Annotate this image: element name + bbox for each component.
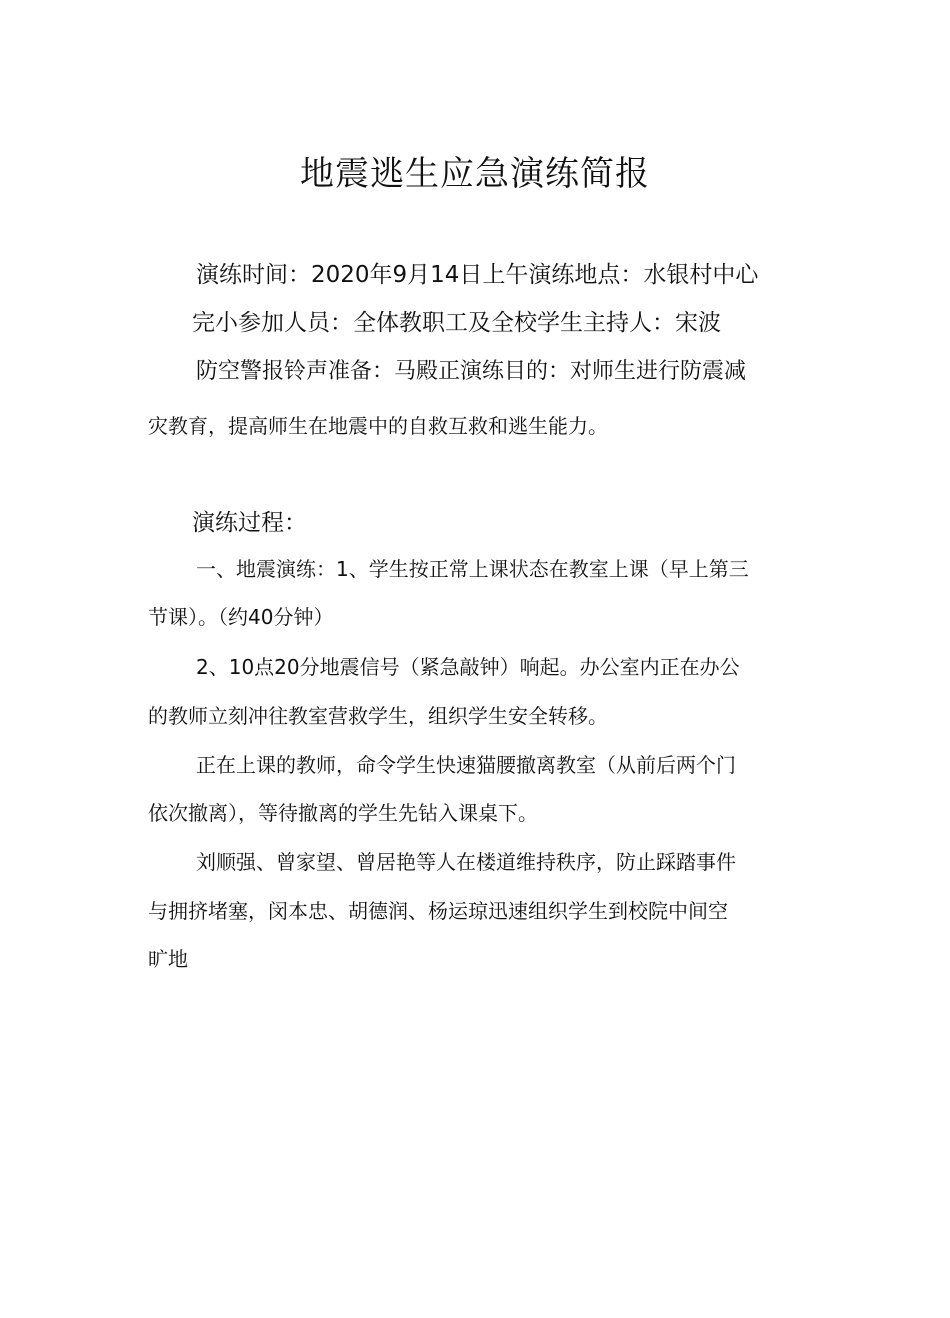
info-line: 演练时间：2020年9月14日上午演练地点：水银村中心: [196, 262, 759, 288]
document-title: 地震逃生应急演练简报: [300, 154, 650, 194]
process-line: 2、10点20分地震信号（紧急敲钟）响起。办公室内正在办公: [196, 655, 740, 679]
process-line: 旷地: [148, 947, 188, 971]
process-line: 正在上课的教师，命令学生快速猫腰撤离教室（从前后两个门: [196, 753, 736, 777]
info-line: 灾教育，提高师生在地震中的自救互救和逃生能力。: [148, 414, 608, 438]
process-line: 与拥挤堵塞，闵本忠、胡德润、杨运琼迅速组织学生到校院中间空: [148, 899, 728, 923]
process-line: 依次撤离），等待撤离的学生先钻入课桌下。: [148, 801, 538, 825]
info-line: 完小参加人员：全体教职工及全校学生主持人：宋波: [192, 310, 721, 336]
process-heading: 演练过程：: [192, 510, 307, 536]
process-line: 的教师立刻冲往教室营救学生，组织学生安全转移。: [148, 704, 608, 728]
process-line: 节课）。（约40分钟）: [148, 605, 334, 629]
process-line: 刘顺强、曾家望、曾居艳等人在楼道维持秩序，防止踩踏事件: [196, 850, 736, 874]
info-line: 防空警报铃声准备：马殿正演练目的：对师生进行防震减: [196, 359, 747, 384]
process-line: 一、地震演练：1、学生按正常上课状态在教室上课（早上第三: [196, 557, 749, 581]
